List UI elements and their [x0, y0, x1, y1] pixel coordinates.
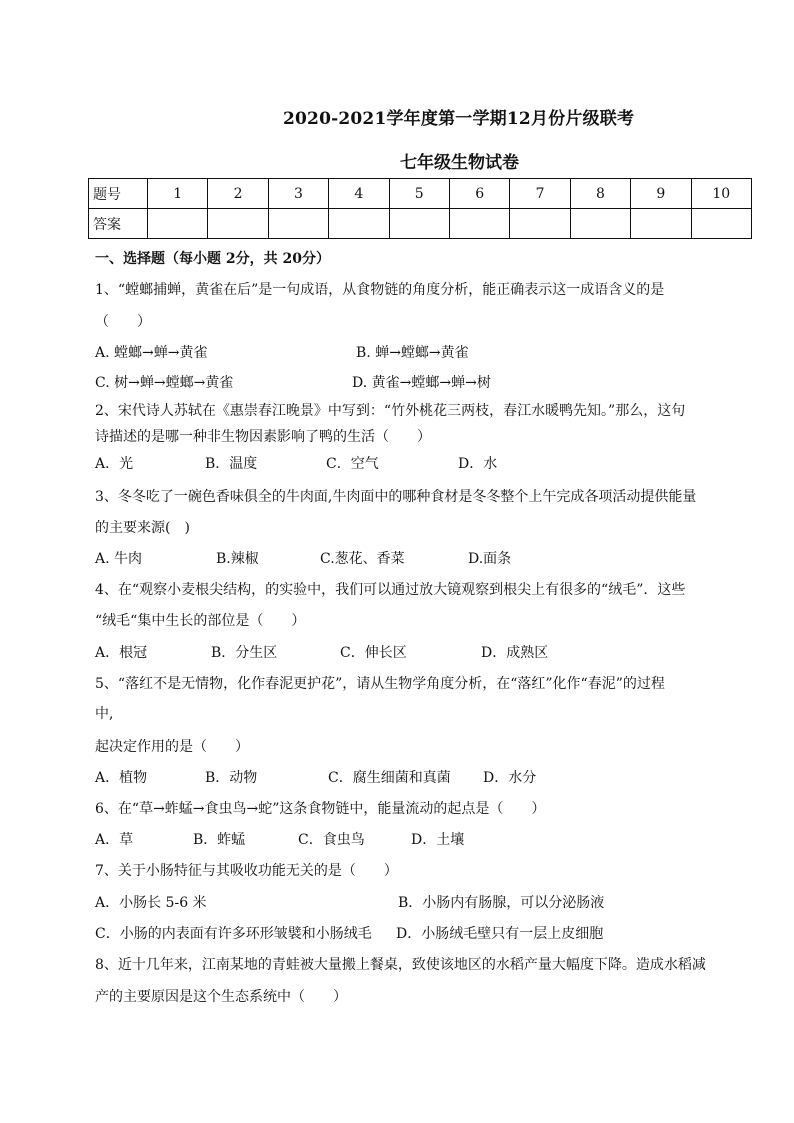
- exam-title: 2020-2021学年度第一学期12月份片级联考: [283, 109, 635, 129]
- question-6-option-d: D．土壤: [411, 832, 465, 848]
- answer-row: [89, 209, 752, 239]
- answer-cell[interactable]: [570, 209, 630, 239]
- question-3-option-a: A. 牛肉: [95, 551, 143, 567]
- answer-cell[interactable]: [510, 209, 570, 239]
- question-6-stem: 6、在“草→蚱蜢→食虫鸟→蛇”这条食物链中，能量流动的起点是（ ）: [95, 801, 546, 817]
- question-4-stem: 4、在“观察小麦根尖结构，的实验中，我们可以通过放大镜观察到根尖上有很多的“绒毛”．这些: [95, 582, 686, 598]
- question-number-cell: 6: [449, 179, 509, 209]
- question-number-cell: 1: [148, 179, 208, 209]
- section-heading: 一、选择题（每小题 2分，共 20分）: [95, 251, 330, 267]
- question-number-row: [89, 179, 752, 209]
- question-5-option-d: D．水分: [483, 770, 537, 786]
- question-5-option-c: C．腐生细菌和真菌: [328, 770, 451, 786]
- question-number-cell: 3: [268, 179, 328, 209]
- answer-cell[interactable]: [449, 209, 509, 239]
- question-4-stem-cont: “绒毛“集中生长的部位是（ ）: [95, 613, 306, 629]
- answer-table: [88, 178, 752, 239]
- question-8-stem-cont: 产的主要原因是这个生态系统中（ ）: [95, 989, 347, 1005]
- exam-subtitle: 七年级生物试卷: [400, 153, 519, 173]
- question-2-option-b: B．温度: [205, 456, 258, 472]
- question-3-option-d: D.面条: [468, 551, 512, 567]
- question-7-stem: 7、关于小肠特征与其吸收功能无关的是（ ）: [95, 863, 398, 879]
- question-7-option-c: C．小肠的内表面有许多环形皱襞和小肠绒毛: [95, 926, 372, 942]
- row-label-answer: 答案: [89, 209, 148, 239]
- question-2-option-c: C．空气: [326, 456, 379, 472]
- question-number-cell: 7: [510, 179, 570, 209]
- row-label-number: 题号: [89, 179, 148, 209]
- question-number-cell: 5: [389, 179, 449, 209]
- question-2-stem-cont: 诗描述的是哪一种非生物因素影响了鸭的生活（ ）: [95, 429, 431, 445]
- question-3-option-c: C.葱花、香菜: [320, 551, 405, 567]
- question-number-cell: 9: [631, 179, 691, 209]
- answer-cell[interactable]: [148, 209, 208, 239]
- question-3-stem-cont: 的主要来源( ): [95, 520, 190, 536]
- question-number-cell: 8: [570, 179, 630, 209]
- question-6-option-c: C．食虫鸟: [298, 832, 365, 848]
- answer-cell[interactable]: [329, 209, 389, 239]
- question-number-cell: 4: [329, 179, 389, 209]
- answer-cell[interactable]: [268, 209, 328, 239]
- question-1-option-a: A. 螳螂→蝉→黄雀: [95, 345, 208, 361]
- question-5-stem-cont2: 起决定作用的是（ ）: [95, 739, 249, 755]
- question-7-option-b: B．小肠内有肠腺，可以分泌肠液: [398, 895, 605, 911]
- answer-cell[interactable]: [389, 209, 449, 239]
- question-1-stem: 1、“螳螂捕蝉，黄雀在后”是一句成语，从食物链的角度分析，能正确表示这一成语含义的是: [95, 282, 665, 298]
- answer-cell[interactable]: [691, 209, 751, 239]
- question-2-stem: 2、宋代诗人苏轼在《惠崇春江晚景》中写到：“竹外桃花三两枝，春江水暖鸭先知。”那么，这句: [95, 403, 686, 419]
- question-number-cell: 10: [691, 179, 751, 209]
- question-2-option-a: A．光: [95, 456, 134, 472]
- answer-cell[interactable]: [631, 209, 691, 239]
- question-4-option-d: D．成熟区: [481, 645, 549, 661]
- question-8-stem: 8、近十几年来，江南某地的青蛙被大量搬上餐桌，致使该地区的水稻产量大幅度下降。造成水稻减: [95, 957, 706, 973]
- question-4-option-c: C．伸长区: [340, 645, 407, 661]
- question-7-option-a: A．小肠长 5-6 米: [95, 895, 207, 911]
- question-6-option-b: B．蚱蜢: [193, 832, 246, 848]
- question-5-option-a: A．植物: [95, 770, 148, 786]
- question-2-option-d: D．水: [458, 456, 498, 472]
- question-5-stem-cont: 中,: [95, 706, 114, 722]
- question-1-option-d: D. 黄雀→螳螂→蝉→树: [352, 375, 491, 391]
- question-1-option-c: C. 树→蝉→螳螂→黄雀: [95, 375, 234, 391]
- question-1-option-b: B. 蝉→螳螂→黄雀: [356, 345, 469, 361]
- question-1-blank: （ ）: [95, 314, 151, 330]
- question-3-stem: 3、冬冬吃了一碗色香味俱全的牛肉面,牛肉面中的哪种食材是冬冬整个上午完成各项活动提供能量: [95, 489, 697, 505]
- question-3-option-b: B.辣椒: [216, 551, 259, 567]
- question-5-option-b: B．动物: [205, 770, 258, 786]
- question-4-option-a: A．根冠: [95, 645, 148, 661]
- question-5-stem: 5、“落红不是无情物，化作春泥更护花”，请从生物学角度分析，在“落红”化作“春泥”的过程: [95, 676, 665, 692]
- question-7-option-d: D．小肠绒毛壁只有一层上皮细胞: [396, 926, 604, 942]
- question-6-option-a: A．草: [95, 832, 134, 848]
- answer-cell[interactable]: [208, 209, 268, 239]
- question-number-cell: 2: [208, 179, 268, 209]
- question-4-option-b: B．分生区: [211, 645, 278, 661]
